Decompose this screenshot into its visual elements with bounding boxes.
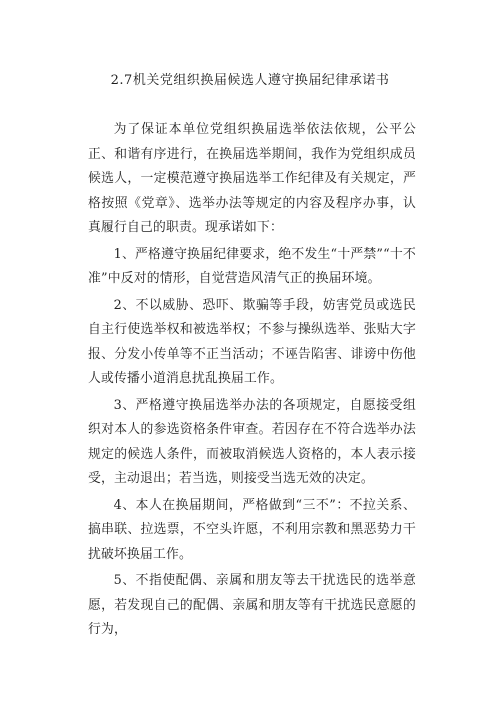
paragraph-item-3: 3、严格遵守换届选举办法的各项规定，自愿接受组织对本人的参选资格条件审查。若因存在不符合选举办法规定的候选人条件，而被取消候选人资格的，本人表示接受，主动退出；若当选，则接受当选无效的决定。: [88, 397, 416, 486]
paragraph-item-2: 2、不以威胁、恐吓、欺骗等手段，妨害党员或选民自主行使选举权和被选举权；不参与操纵选举、张贴大字报、分发小传单等不正当活动；不诬告陷害、诽谤中伤他人或传播小道消息扰乱换届工作。: [88, 297, 416, 386]
paragraph-intro: 为了保证本单位党组织换届选举依法依规，公平公正、和谐有序进行，在换届选举期间，我作为党组织成员候选人，一定模范遵守换届选举工作纪律及有关规定，严格按照《党章》、选举办法等规定的内容及程序办事，认真履行自己的职责。现承诺如下：: [88, 122, 416, 235]
paragraph-item-1: 1、严格遵守换届纪律要求，绝不发生“十严禁”“十不准”中反对的情形，自觉营造风清气正的换届环境。: [88, 246, 416, 286]
paragraph-item-4: 4、本人在换届期间，严格做到“三不”：不拉关系、搞串联、拉选票，不空头许愿，不利用宗教和黑恶势力干扰破坏换届工作。: [88, 497, 416, 562]
document-title: 2.7机关党组织换届候选人遵守换届纪律承诺书: [110, 73, 390, 88]
paragraph-item-5: 5、不指使配偶、亲属和朋友等去干扰选民的选举意愿，若发现自己的配偶、亲属和朋友等有干扰选民意愿的行为，: [88, 573, 416, 637]
document-body: [88, 118, 416, 643]
